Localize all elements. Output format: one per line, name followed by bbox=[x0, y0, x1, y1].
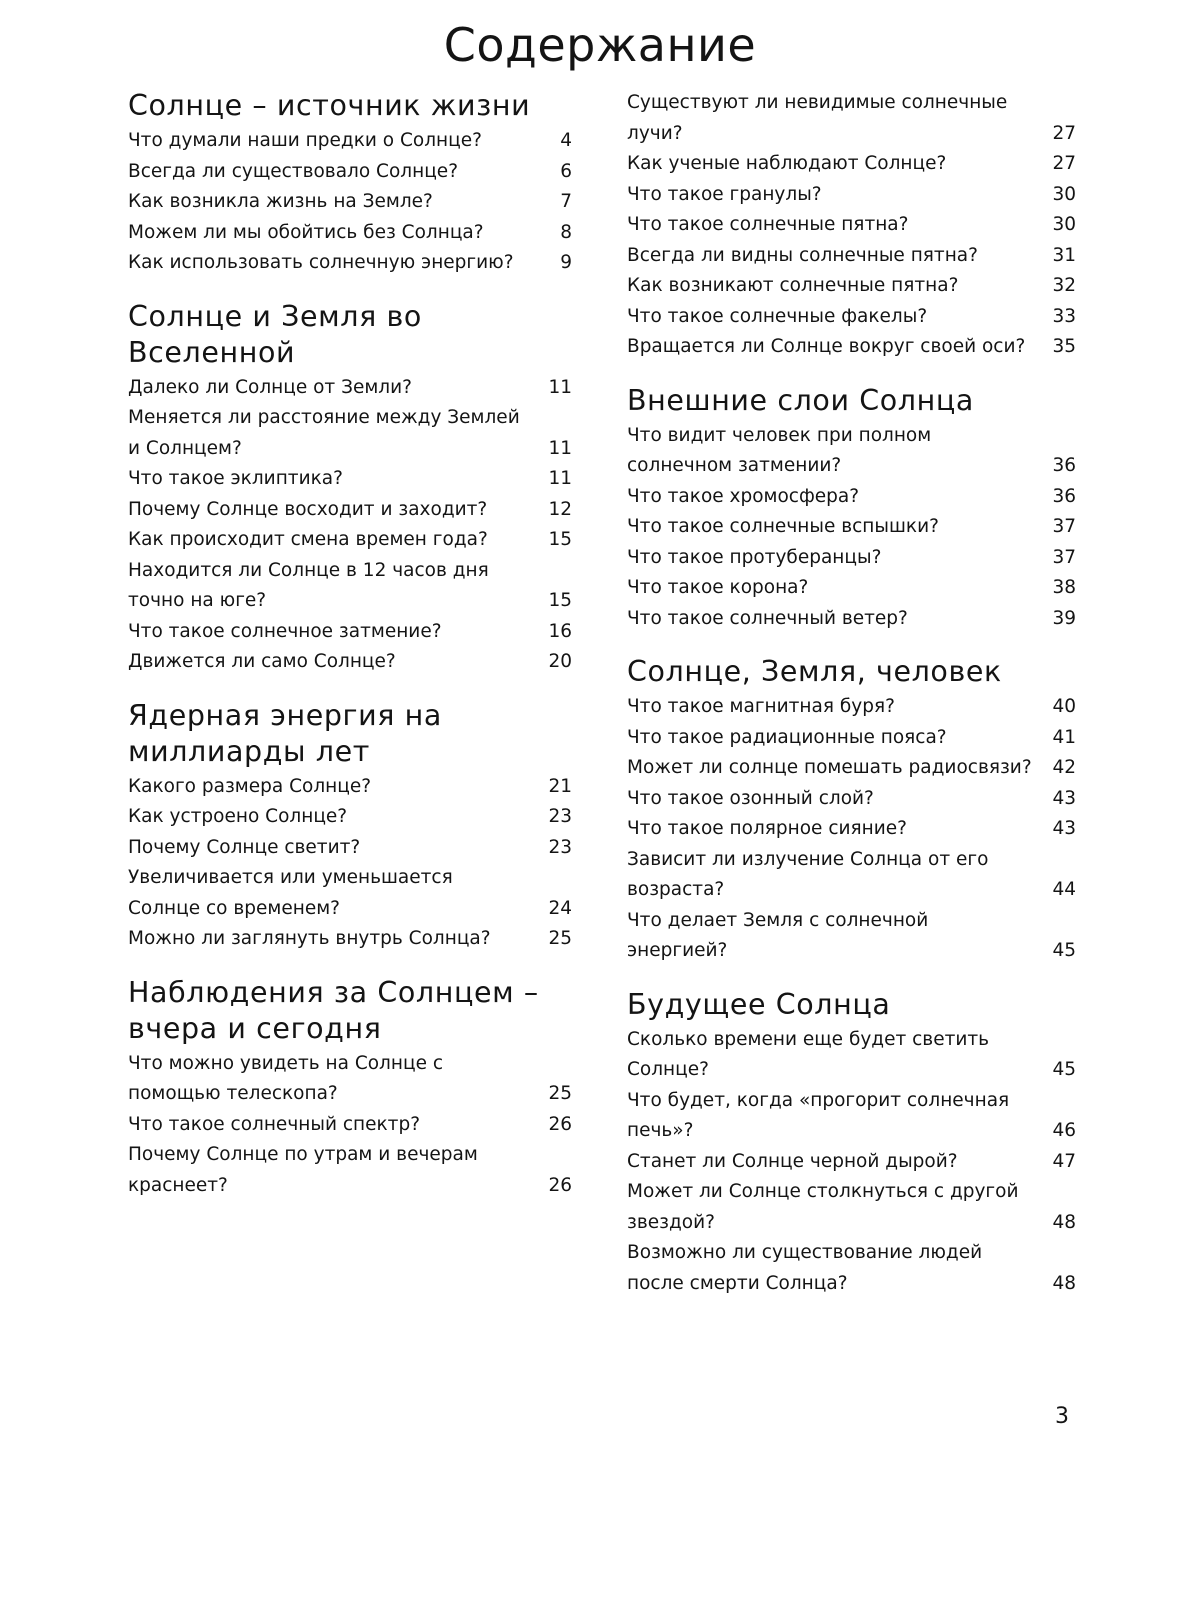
toc-entry-title: Что такое протуберанцы? bbox=[627, 546, 882, 568]
toc-entry bbox=[627, 845, 1076, 906]
toc-entry-page-number: 43 bbox=[1052, 787, 1076, 809]
toc-entry-page-number: 15 bbox=[548, 529, 572, 550]
toc-entry-title: Что такое радиационные пояса? bbox=[627, 726, 947, 748]
toc-entry-title: Что будет, когда «прогорит солнечная печь»? bbox=[627, 1089, 1010, 1141]
toc-entry-page-number: 21 bbox=[548, 775, 572, 797]
toc-entry-page-number: 27 bbox=[1052, 153, 1076, 174]
toc-entry-page-number: 35 bbox=[1052, 336, 1076, 357]
toc-entry-title: Возможно ли существование людей после смерти Солнца? bbox=[627, 1242, 983, 1294]
toc-entry-list bbox=[627, 88, 1076, 363]
toc-entry bbox=[128, 248, 572, 279]
toc-entry bbox=[627, 332, 1076, 363]
toc-entry bbox=[627, 88, 1076, 149]
toc-entry-title: Движется ли само Солнце? bbox=[128, 651, 396, 672]
toc-entry-page-number: 33 bbox=[1052, 305, 1076, 327]
toc-entry bbox=[627, 512, 1076, 543]
toc-entry bbox=[627, 271, 1076, 302]
toc-entry bbox=[128, 218, 572, 249]
section-heading: Солнце – источник жизни bbox=[128, 89, 531, 122]
toc-entry-title: Почему Солнце светит? bbox=[128, 836, 361, 858]
toc-entry-page-number: 27 bbox=[1052, 122, 1076, 144]
toc-entry-page-number: 20 bbox=[548, 651, 572, 672]
toc-entry bbox=[627, 1147, 1076, 1178]
toc-entry bbox=[627, 1238, 1076, 1299]
toc-entry-page-number: 36 bbox=[1052, 455, 1076, 476]
toc-entry bbox=[128, 464, 572, 495]
toc-entry bbox=[128, 556, 572, 617]
toc-entry bbox=[128, 833, 572, 864]
toc-entry-title: Что такое эклиптика? bbox=[128, 468, 343, 489]
toc-entry-title: Далеко ли Солнце от Земли? bbox=[128, 376, 412, 398]
toc-entry bbox=[627, 1025, 1076, 1086]
toc-entry bbox=[128, 495, 572, 526]
toc-entry-list bbox=[128, 772, 572, 955]
toc-entry bbox=[128, 403, 572, 464]
toc-entry-page-number: 45 bbox=[1052, 1059, 1076, 1080]
toc-entry-title: Находится ли Солнце в 12 часов дня точно на юге? bbox=[128, 559, 489, 611]
toc-entry-page-number: 32 bbox=[1052, 275, 1076, 296]
toc-entry-list bbox=[627, 421, 1076, 635]
toc-entry-page-number: 12 bbox=[548, 498, 572, 520]
toc-entry-title: Сколько времени еще будет светить Солнце? bbox=[627, 1028, 990, 1080]
toc-entry-title: Как возникла жизнь на Земле? bbox=[128, 191, 433, 212]
toc-entry-page-number: 45 bbox=[1052, 940, 1076, 961]
toc-column-right bbox=[627, 88, 1076, 1299]
toc-entry-page-number: 43 bbox=[1052, 818, 1076, 839]
toc-entry bbox=[128, 802, 572, 833]
toc-entry-list bbox=[128, 126, 572, 279]
toc-entry bbox=[627, 1086, 1076, 1147]
toc-entry-title: Что такое озонный слой? bbox=[627, 787, 874, 809]
toc-entry bbox=[128, 525, 572, 556]
toc-entry bbox=[627, 814, 1076, 845]
toc-entry bbox=[627, 421, 1076, 482]
section-heading: Ядерная энергия на миллиарды лет bbox=[128, 698, 442, 768]
toc-entry bbox=[627, 906, 1076, 967]
toc-entry-title: Что такое солнечные пятна? bbox=[627, 214, 909, 235]
toc-entry-title: Как использовать солнечную энергию? bbox=[128, 252, 514, 273]
toc-entry-page-number: 16 bbox=[548, 620, 572, 642]
toc-entry-page-number: 48 bbox=[1052, 1272, 1076, 1294]
toc-entry-page-number: 39 bbox=[1052, 607, 1076, 629]
toc-section bbox=[627, 654, 1076, 967]
toc-entry-title: Можем ли мы обойтись без Солнца? bbox=[128, 221, 484, 243]
toc-entry-title: Что такое хромосфера? bbox=[627, 485, 860, 507]
toc-entry-list bbox=[128, 373, 572, 678]
toc-entry bbox=[627, 210, 1076, 241]
toc-entry-title: Что можно увидеть на Солнце с помощью телескопа? bbox=[128, 1052, 443, 1104]
toc-entry bbox=[627, 753, 1076, 784]
toc-entry-page-number: 23 bbox=[548, 806, 572, 827]
toc-entry-title: Что такое солнечный ветер? bbox=[627, 607, 908, 629]
toc-entry-page-number: 9 bbox=[560, 252, 572, 273]
toc-entry-page-number: 37 bbox=[1052, 516, 1076, 537]
toc-entry-title: Можно ли заглянуть внутрь Солнца? bbox=[128, 928, 491, 949]
toc-entry bbox=[627, 573, 1076, 604]
toc-section bbox=[128, 299, 572, 678]
toc-entry-title: Существуют ли невидимые солнечные лучи? bbox=[627, 92, 1008, 144]
toc-entry-list bbox=[627, 1025, 1076, 1300]
toc-entry-page-number: 4 bbox=[560, 130, 572, 151]
toc-entry-title: Что делает Земля с солнечной энергией? bbox=[627, 909, 929, 961]
toc-entry bbox=[627, 482, 1076, 513]
toc-entry-title: Почему Солнце по утрам и вечерам краснеет? bbox=[128, 1144, 478, 1196]
toc-entry bbox=[128, 772, 572, 803]
toc-entry-title: Что такое гранулы? bbox=[627, 183, 822, 205]
toc-entry-title: Что такое солнечное затмение? bbox=[128, 620, 442, 642]
toc-entry-page-number: 6 bbox=[560, 160, 572, 182]
toc-entry-page-number: 44 bbox=[1052, 879, 1076, 900]
toc-entry-page-number: 37 bbox=[1052, 546, 1076, 568]
toc-section bbox=[128, 698, 572, 955]
toc-entry bbox=[627, 543, 1076, 574]
section-heading: Солнце, Земля, человек bbox=[627, 655, 1002, 688]
toc-section bbox=[627, 88, 1076, 363]
toc-entry-title: Увеличивается или уменьшается Солнце со временем? bbox=[128, 867, 453, 919]
toc-entry-title: Как происходит смена времен года? bbox=[128, 529, 488, 550]
toc-entry-page-number: 42 bbox=[1052, 757, 1076, 778]
toc-entry bbox=[128, 924, 572, 955]
toc-entry-list bbox=[627, 692, 1076, 967]
toc-entry bbox=[128, 1140, 572, 1201]
toc-entry-title: Что видит человек при полном солнечном затмении? bbox=[627, 424, 932, 476]
toc-entry-page-number: 26 bbox=[548, 1113, 572, 1135]
toc-section bbox=[627, 987, 1076, 1300]
toc-entry-title: Что такое солнечные вспышки? bbox=[627, 516, 939, 537]
toc-entry-title: Что такое магнитная буря? bbox=[627, 696, 895, 717]
toc-entry-page-number: 15 bbox=[548, 590, 572, 611]
toc-column-left bbox=[128, 88, 572, 1201]
toc-entry bbox=[627, 692, 1076, 723]
toc-entry bbox=[627, 1177, 1076, 1238]
toc-entry-title: Может ли Солнце столкнуться с другой звездой? bbox=[627, 1181, 1019, 1233]
toc-entry-page-number: 30 bbox=[1052, 183, 1076, 205]
section-heading: Будущее Солнца bbox=[627, 987, 891, 1021]
toc-entry bbox=[627, 604, 1076, 635]
toc-entry-title: Что такое солнечные факелы? bbox=[627, 305, 928, 327]
section-heading: Наблюдения за Солнцем – вчера и сегодня bbox=[128, 975, 539, 1045]
toc-entry-page-number: 11 bbox=[548, 437, 572, 459]
toc-entry bbox=[128, 187, 572, 218]
toc-section bbox=[128, 975, 572, 1202]
page-title: Содержание bbox=[443, 18, 757, 72]
toc-entry-page-number: 48 bbox=[1052, 1211, 1076, 1233]
page-number: 3 bbox=[1055, 1404, 1069, 1429]
toc-entry-page-number: 38 bbox=[1052, 577, 1076, 598]
toc-entry-page-number: 23 bbox=[548, 836, 572, 858]
toc-entry-title: Какого размера Солнце? bbox=[128, 775, 372, 797]
toc-entry-page-number: 11 bbox=[548, 376, 572, 398]
toc-entry bbox=[627, 180, 1076, 211]
toc-entry-page-number: 26 bbox=[548, 1174, 572, 1196]
toc-entry bbox=[627, 149, 1076, 180]
toc-entry-page-number: 8 bbox=[560, 221, 572, 243]
toc-entry bbox=[128, 1049, 572, 1110]
toc-entry bbox=[627, 723, 1076, 754]
toc-entry bbox=[128, 157, 572, 188]
toc-entry-title: Станет ли Солнце черной дырой? bbox=[627, 1150, 958, 1172]
toc-entry-page-number: 11 bbox=[548, 468, 572, 489]
toc-entry bbox=[627, 784, 1076, 815]
toc-entry-title: Меняется ли расстояние между Землей и Солнцем? bbox=[128, 407, 520, 459]
toc-entry-page-number: 46 bbox=[1052, 1120, 1076, 1141]
toc-entry-title: Как ученые наблюдают Солнце? bbox=[627, 153, 947, 174]
toc-entry-page-number: 36 bbox=[1052, 485, 1076, 507]
toc-entry-page-number: 47 bbox=[1052, 1150, 1076, 1172]
toc-entry-title: Как возникают солнечные пятна? bbox=[627, 275, 959, 296]
section-heading: Солнце и Земля во Вселенной bbox=[128, 299, 422, 369]
toc-entry bbox=[128, 1110, 572, 1141]
toc-entry bbox=[627, 241, 1076, 272]
toc-entry-title: Что такое корона? bbox=[627, 577, 809, 598]
toc-entry-title: Почему Солнце восходит и заходит? bbox=[128, 498, 488, 520]
toc-section bbox=[128, 88, 572, 279]
toc-entry-list bbox=[128, 1049, 572, 1202]
toc-entry-page-number: 25 bbox=[548, 1083, 572, 1104]
toc-entry-title: Что такое солнечный спектр? bbox=[128, 1113, 421, 1135]
toc-entry-page-number: 31 bbox=[1052, 244, 1076, 266]
toc-entry-page-number: 30 bbox=[1052, 214, 1076, 235]
toc-section bbox=[627, 383, 1076, 635]
toc-entry-title: Зависит ли излучение Солнца от его возраста? bbox=[627, 848, 989, 900]
toc-entry-page-number: 40 bbox=[1052, 696, 1076, 717]
toc-entry bbox=[128, 126, 572, 157]
toc-entry bbox=[128, 617, 572, 648]
toc-entry-title: Всегда ли видны солнечные пятна? bbox=[627, 244, 978, 266]
toc-entry-title: Что такое полярное сияние? bbox=[627, 818, 907, 839]
toc-entry-title: Может ли солнце помешать радиосвязи? bbox=[627, 757, 1032, 778]
toc-entry bbox=[128, 863, 572, 924]
toc-entry-page-number: 7 bbox=[560, 191, 572, 212]
toc-entry-page-number: 41 bbox=[1052, 726, 1076, 748]
toc-entry bbox=[627, 302, 1076, 333]
toc-entry bbox=[128, 647, 572, 678]
toc-entry bbox=[128, 373, 572, 404]
toc-entry-title: Всегда ли существовало Солнце? bbox=[128, 160, 459, 182]
toc-entry-title: Вращается ли Солнце вокруг своей оси? bbox=[627, 336, 1026, 357]
section-heading: Внешние слои Солнца bbox=[627, 383, 974, 417]
toc-entry-title: Что думали наши предки о Солнце? bbox=[128, 130, 482, 151]
toc-entry-page-number: 25 bbox=[548, 928, 572, 949]
toc-entry-page-number: 24 bbox=[548, 897, 572, 919]
toc-entry-title: Как устроено Солнце? bbox=[128, 806, 348, 827]
